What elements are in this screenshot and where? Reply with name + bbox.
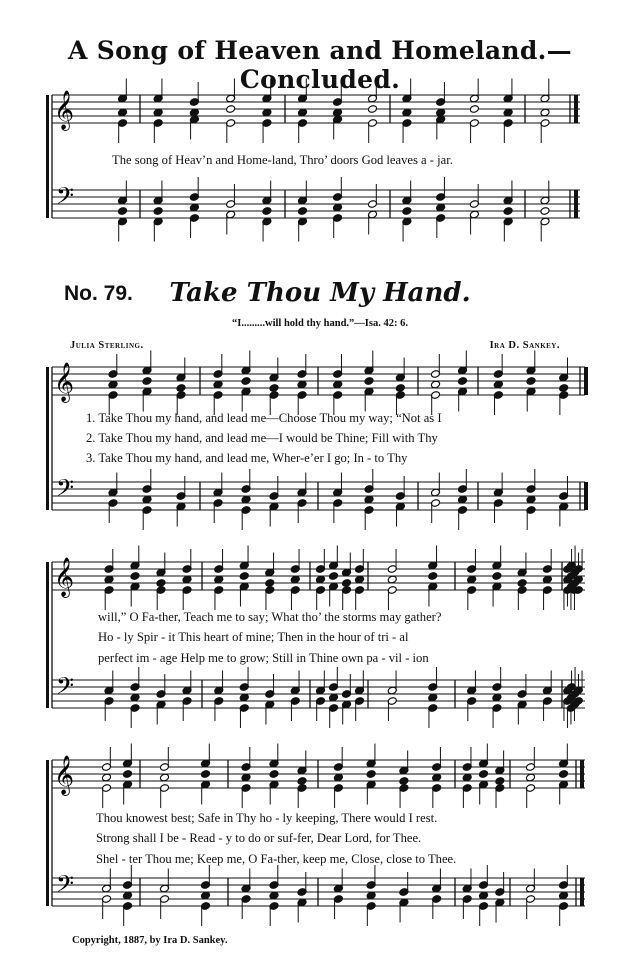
- note-head: [142, 377, 152, 386]
- scripture-epigraph: “I.........will hold thy hand.”—Isa. 42: 6.: [232, 318, 408, 329]
- note-head: [297, 777, 307, 786]
- note-head: [495, 777, 505, 786]
- treble-clef-icon: 𝄞: [54, 755, 75, 795]
- note-head: [503, 207, 513, 216]
- lyric-verse-2-line-1: 2. Take Thou my hand, and lead me—I would be Thine; Fill with Thy: [86, 431, 438, 445]
- page-title: A Song of Heaven and Homeland.—Concluded.: [68, 36, 572, 94]
- copyright-notice: Copyright, 1887, by Ira D. Sankey.: [72, 935, 228, 946]
- note-head: [117, 207, 127, 216]
- note-head: [328, 572, 338, 581]
- system-bracket: [46, 562, 49, 708]
- bass-clef-icon: 𝄢: [56, 870, 75, 903]
- note-head: [153, 207, 163, 216]
- lyric-verse-3-line-2: perfect im - age Help me to grow; Still in Thine own pa - vil - ion: [98, 651, 429, 665]
- note-head: [366, 770, 376, 779]
- note-head: [558, 770, 568, 779]
- note-head: [269, 384, 279, 393]
- note-head: [526, 377, 536, 386]
- note-head: [156, 579, 166, 588]
- bass-clef-icon: 𝄢: [56, 182, 75, 215]
- treble-clef-icon: 𝄞: [54, 90, 75, 130]
- composer-credit: Ira D. Sankey.: [489, 340, 560, 351]
- treble-clef-icon: 𝄞: [54, 362, 75, 402]
- note-head: [341, 579, 351, 588]
- note-head: [492, 572, 502, 581]
- bass-clef-icon: 𝄢: [56, 474, 75, 507]
- system-bracket: [46, 95, 49, 218]
- lyric-verse-1-line-2: will,” O Fa-ther, Teach me to say; What tho’ the storms may gather?: [98, 610, 442, 624]
- bass-clef-icon: 𝄢: [56, 672, 75, 705]
- system-bracket: [46, 367, 49, 510]
- note-head: [469, 105, 479, 114]
- note-head: [364, 377, 374, 386]
- final-bar: [580, 760, 584, 788]
- hymn-number: No. 79.: [64, 282, 133, 305]
- note-head: [262, 207, 272, 216]
- final-bar: [574, 190, 578, 218]
- note-head: [239, 572, 249, 581]
- treble-clef-icon: 𝄞: [54, 557, 75, 597]
- note-head: [265, 579, 275, 588]
- note-head: [395, 384, 405, 393]
- top-lyric-line: The song of Heav’n and Home-land, Thro’ doors God leaves a - jar.: [112, 153, 453, 167]
- lyric-verse-2-line-3: Strong shall I be - Read - y to do or suf-fer, Dear Lord, for Thee.: [96, 831, 422, 845]
- note-head: [200, 770, 210, 779]
- note-head: [478, 770, 488, 779]
- note-head: [241, 377, 251, 386]
- system-bracket: [46, 760, 49, 906]
- note-head: [559, 384, 569, 393]
- lyric-verse-3-line-3: Shel - ter Thou me; Keep me, O Fa-ther, keep me, Close, close to Thee.: [96, 852, 457, 866]
- final-bar: [574, 95, 578, 123]
- note-head: [367, 105, 377, 114]
- note-head: [540, 207, 550, 216]
- hymn-title: Take Thou My Hand.: [169, 278, 471, 308]
- note-head: [269, 770, 279, 779]
- final-bar: [580, 878, 584, 906]
- lyric-verse-3-line-1: 3. Take Thou my hand, and lead me, Wher-e’er I go; In - to Thy: [86, 451, 408, 465]
- note-head: [130, 572, 140, 581]
- note-head: [122, 770, 132, 779]
- lyric-verse-1-line-1: 1. Take Thou my hand, and lead me—Choose Thou my way; “Not as I: [86, 411, 442, 425]
- note-head: [226, 105, 236, 114]
- lyric-verse-1-line-3: Thou knowest best; Safe in Thy ho - ly keeping, There would I rest.: [96, 811, 438, 825]
- note-head: [297, 207, 307, 216]
- note-head: [517, 579, 527, 588]
- note-head: [428, 572, 438, 581]
- note-head: [402, 207, 412, 216]
- note-head: [399, 777, 409, 786]
- note-head: [176, 384, 186, 393]
- lyric-verse-2-line-2: Ho - ly Spir - it This heart of mine; Then in the hour of tri - al: [98, 630, 409, 644]
- note-head: [457, 377, 467, 386]
- final-bar: [584, 367, 588, 395]
- final-bar: [584, 482, 588, 510]
- lyricist-credit: Julia Sterling.: [70, 340, 144, 351]
